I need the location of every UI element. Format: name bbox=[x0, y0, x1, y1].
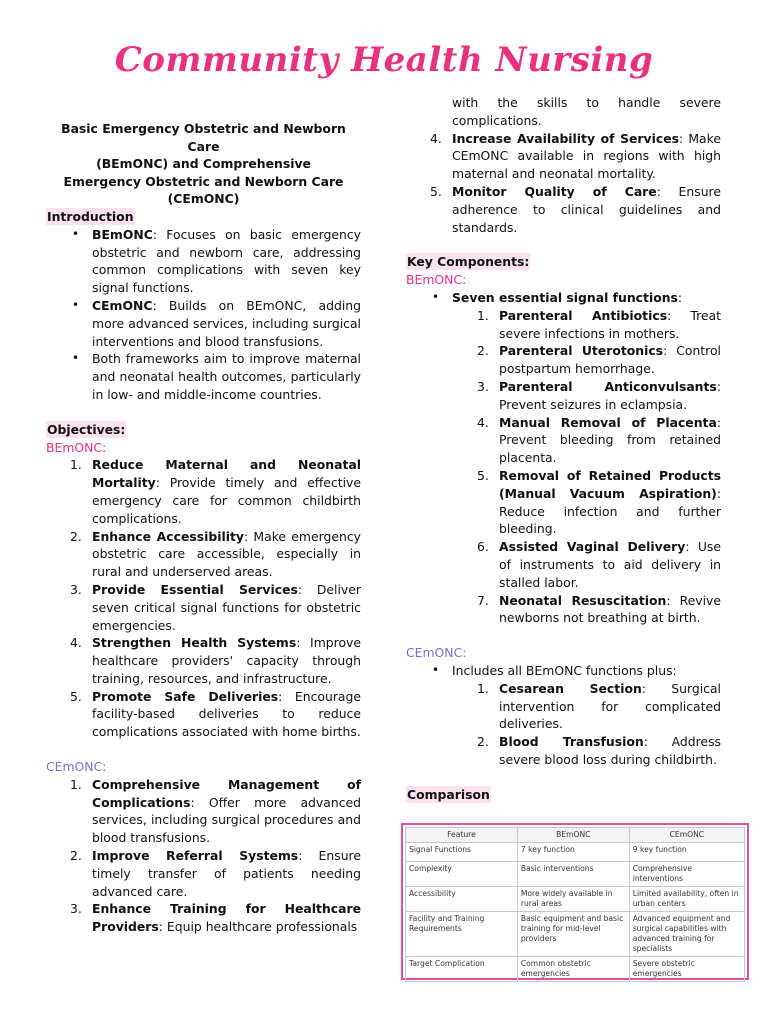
table-cell: Severe obstetric emergencies bbox=[629, 957, 744, 982]
list-item: • Both frameworks aim to improve maternal and neonatal health outcomes, particularly in low- and middle-income countries. bbox=[92, 350, 361, 403]
list-item: • BEmONC: Focuses on basic emergency obstetric and newborn care, addressing common complications with seven key signal functions. bbox=[92, 226, 361, 297]
list-item: 1. Comprehensive Management of Complications: Offer more advanced services, including surgical procedures and blood transfusions. bbox=[70, 776, 361, 846]
list-item: 2. Blood Transfusion: Address severe blood loss during childbirth. bbox=[477, 734, 721, 767]
list-item: 2. Improve Referral Systems: Ensure timely transfer of patients needing advanced care. bbox=[70, 848, 361, 899]
table-cell: Signal Functions bbox=[406, 843, 518, 862]
list-item: 4. Manual Removal of Placenta: Prevent bleeding from retained placenta. bbox=[477, 414, 721, 466]
table-cell: Accessibility bbox=[406, 887, 518, 912]
continuation-text: with the skills to handle severe complications. bbox=[452, 95, 721, 128]
table-header-row bbox=[406, 828, 745, 843]
list-item: 2. Enhance Accessibility: Make emergency obstetric care accessible, especially in rural and underserved areas. bbox=[70, 528, 361, 580]
table-cell: Complexity bbox=[406, 862, 518, 887]
table-cell: 9 key function bbox=[629, 843, 744, 862]
list-item: 1. Cesarean Section: Surgical intervention for complicated deliveries. bbox=[477, 680, 721, 732]
heading-line-1: Basic Emergency Obstetric and Newborn Care bbox=[61, 121, 346, 154]
list-item: • CEmONC: Builds on BEmONC, adding more advanced services, including surgical interventions and blood transfusions. bbox=[92, 297, 361, 350]
cemonc-functions-list bbox=[406, 680, 721, 769]
objectives-cemonc-list-continued bbox=[406, 130, 721, 237]
list-item: 5. Removal of Retained Products (Manual Vacuum Aspiration): Reduce infection and further bleeding. bbox=[477, 467, 721, 537]
list-item: 5. Monitor Quality of Care: Ensure adherence to clinical guidelines and standards. bbox=[430, 183, 721, 235]
comparison-table-frame bbox=[401, 823, 749, 980]
comparison-label: Comparison bbox=[407, 786, 490, 802]
table-row bbox=[406, 862, 745, 887]
objectives-cemonc-list bbox=[46, 776, 361, 936]
comparison-table bbox=[405, 827, 745, 982]
introduction-label: Introduction bbox=[47, 208, 134, 224]
list-item: • Includes all BEmONC functions plus: bbox=[452, 662, 721, 680]
introduction-list bbox=[46, 226, 361, 404]
document-heading bbox=[46, 120, 361, 208]
table-cell: Common obstetric emergencies bbox=[517, 957, 629, 982]
list-item: 6. Assisted Vaginal Delivery: Use of instruments to aid delivery in stalled labor. bbox=[477, 539, 721, 590]
list-item: 2. Parenteral Uterotonics: Control postpartum hemorrhage. bbox=[477, 343, 722, 377]
objectives-bemonc-list bbox=[46, 456, 361, 741]
table-header-cell: CEmONC bbox=[629, 828, 744, 843]
objectives-cemonc-label: CEmONC: bbox=[46, 759, 107, 775]
key-components-cemonc-list bbox=[406, 662, 721, 680]
table-cell: Limited availability, often in urban centers bbox=[629, 887, 744, 912]
key-components-bemonc-label: BEmONC: bbox=[406, 272, 467, 288]
page-title: Community Health Nursing bbox=[114, 40, 654, 80]
table-row bbox=[406, 912, 745, 957]
table-cell: Advanced equipment and surgical capabilities with advanced training for specialists bbox=[629, 912, 744, 957]
table-row bbox=[406, 843, 745, 862]
table-cell: 7 key function bbox=[517, 843, 629, 862]
heading-line-3: Emergency Obstetric and Newborn Care bbox=[63, 173, 344, 189]
list-item: 3. Enhance Training for Healthcare Providers: Equip healthcare professionals bbox=[70, 901, 361, 935]
objectives-bemonc-label: BEmONC: bbox=[46, 439, 107, 455]
table-header-cell: BEmONC bbox=[517, 828, 629, 843]
objectives-label: Objectives: bbox=[47, 421, 126, 437]
list-item: • Seven essential signal functions: bbox=[452, 289, 721, 307]
list-item: 4. Increase Availability of Services: Make CEmONC available in regions with high maternal and neonatal mortality. bbox=[430, 130, 721, 182]
left-column bbox=[46, 120, 361, 936]
signal-functions-list bbox=[406, 307, 721, 627]
table-row bbox=[406, 957, 745, 982]
list-item: 3. Provide Essential Services: Deliver seven critical signal functions for obstetric emergencies. bbox=[70, 581, 361, 633]
list-item: 4. Strengthen Health Systems: Improve healthcare providers' capacity through training, resources, and infrastructure. bbox=[70, 635, 362, 686]
table-cell: More widely available in rural areas bbox=[517, 887, 629, 912]
list-item: 5. Promote Safe Deliveries: Encourage facility-based deliveries to reduce complications associated with home births. bbox=[70, 688, 361, 740]
list-item: 7. Neonatal Resuscitation: Revive newborns not breathing at birth. bbox=[477, 592, 721, 626]
list-item: 1. Parenteral Antibiotics: Treat severe infections in mothers. bbox=[477, 307, 721, 341]
list-item: 1. Reduce Maternal and Neonatal Mortality: Provide timely and effective emergency care for common childbirth complications. bbox=[70, 457, 361, 526]
key-components-label: Key Components: bbox=[407, 254, 530, 270]
table-cell: Comprehensive interventions bbox=[629, 862, 744, 887]
list-item: 3. Parenteral Anticonvulsants: Prevent seizures in eclampsia. bbox=[477, 378, 721, 412]
right-column bbox=[406, 94, 721, 803]
table-row bbox=[406, 887, 745, 912]
table-cell: Facility and Training Requirements bbox=[406, 912, 518, 957]
heading-line-2: (BEmONC) and Comprehensive bbox=[96, 156, 311, 172]
heading-line-4: (CEmONC) bbox=[167, 191, 240, 207]
table-cell: Target Complication bbox=[406, 957, 518, 982]
key-components-bemonc-list bbox=[406, 289, 721, 307]
table-cell: Basic interventions bbox=[517, 862, 629, 887]
table-cell: Basic equipment and basic training for mid-level providers bbox=[517, 912, 629, 957]
table-header-cell: Feature bbox=[406, 828, 518, 843]
key-components-cemonc-label: CEmONC: bbox=[406, 645, 467, 661]
